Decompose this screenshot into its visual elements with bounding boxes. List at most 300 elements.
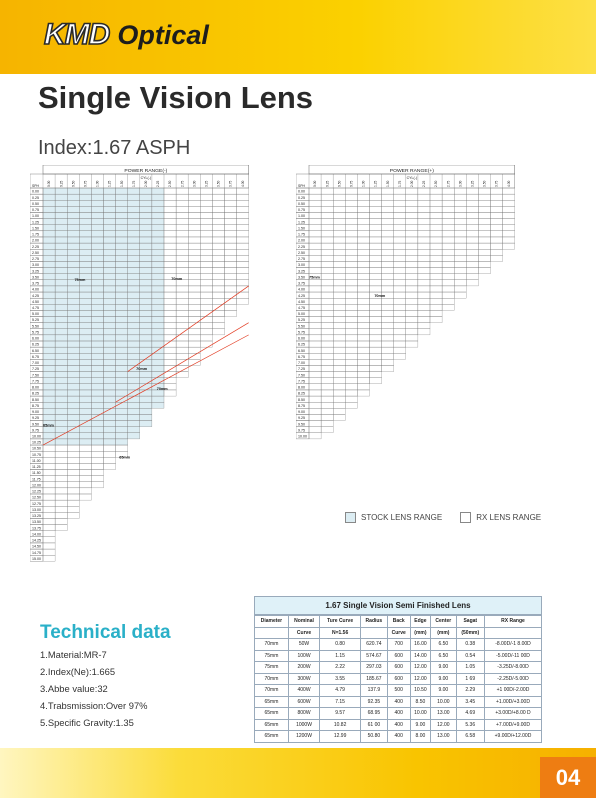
grid-cell bbox=[43, 457, 55, 463]
grid-cell bbox=[176, 341, 188, 347]
grid-cell bbox=[237, 274, 249, 280]
stock-cell bbox=[43, 365, 55, 371]
grid-cell bbox=[321, 384, 333, 390]
grid-cell bbox=[357, 341, 369, 347]
stock-cell bbox=[140, 237, 152, 243]
semi-cell bbox=[255, 627, 289, 639]
stock-cell bbox=[152, 188, 164, 194]
grid-cell bbox=[55, 512, 67, 518]
stock-cell bbox=[91, 365, 103, 371]
grid-cell bbox=[321, 298, 333, 304]
grid-cell bbox=[212, 219, 224, 225]
stock-cell bbox=[91, 372, 103, 378]
grid-cell bbox=[406, 249, 418, 255]
stock-cell bbox=[79, 237, 91, 243]
sph-tick: 2.75 bbox=[297, 257, 305, 262]
stock-cell bbox=[79, 304, 91, 310]
grid-cell bbox=[478, 255, 490, 261]
grid-cell bbox=[345, 304, 357, 310]
grid-cell bbox=[188, 341, 200, 347]
grid-cell bbox=[164, 310, 176, 316]
grid-cell bbox=[382, 310, 394, 316]
grid-cell bbox=[345, 219, 357, 225]
grid-cell bbox=[309, 188, 321, 194]
grid-cell bbox=[454, 249, 466, 255]
grid-cell bbox=[382, 323, 394, 329]
grid-cell bbox=[321, 378, 333, 384]
semi-cell: 12.00 bbox=[431, 719, 456, 731]
semi-cell: 297.03 bbox=[361, 662, 388, 674]
grid-cell bbox=[164, 335, 176, 341]
stock-cell bbox=[103, 347, 115, 353]
sph-tick: 6.25 bbox=[297, 342, 305, 347]
stock-cell bbox=[103, 188, 115, 194]
semi-cell: 16.00 bbox=[410, 639, 430, 651]
grid-cell bbox=[418, 304, 430, 310]
stock-cell bbox=[103, 261, 115, 267]
stock-cell bbox=[116, 231, 128, 237]
grid-cell bbox=[333, 304, 345, 310]
grid-cell bbox=[369, 317, 381, 323]
stock-cell bbox=[67, 255, 79, 261]
cyl-tick: 4.00 bbox=[506, 180, 511, 187]
sph-tick: 1.00 bbox=[31, 214, 39, 219]
cyl-tick: 2.50 bbox=[168, 180, 173, 188]
stock-cell bbox=[43, 225, 55, 231]
grid-cell bbox=[369, 280, 381, 286]
semi-cell: +9.00D/+12.00D bbox=[484, 731, 541, 743]
stock-cell bbox=[116, 188, 128, 194]
stock-cell bbox=[152, 304, 164, 310]
grid-cell bbox=[478, 200, 490, 206]
grid-cell bbox=[406, 274, 418, 280]
semi-cell: 65mm bbox=[255, 719, 289, 731]
grid-cell bbox=[200, 212, 212, 218]
grid-cell bbox=[200, 237, 212, 243]
semi-cell: 14.00 bbox=[410, 650, 430, 662]
brand-logo bbox=[44, 18, 209, 52]
grid-cell bbox=[382, 231, 394, 237]
stock-cell bbox=[116, 421, 128, 427]
grid-cell bbox=[103, 445, 115, 451]
grid-cell bbox=[67, 488, 79, 494]
grid-cell bbox=[321, 243, 333, 249]
stock-cell bbox=[43, 372, 55, 378]
grid-cell bbox=[345, 268, 357, 274]
grid-cell bbox=[188, 261, 200, 267]
grid-cell bbox=[406, 219, 418, 225]
grid-cell bbox=[478, 194, 490, 200]
grid-cell bbox=[200, 255, 212, 261]
grid-cell bbox=[321, 304, 333, 310]
header-bar bbox=[0, 0, 596, 74]
grid-cell bbox=[212, 249, 224, 255]
grid-cell bbox=[309, 402, 321, 408]
grid-cell bbox=[309, 335, 321, 341]
grid-cell bbox=[430, 255, 442, 261]
stock-cell bbox=[67, 237, 79, 243]
stock-cell bbox=[67, 225, 79, 231]
grid-cell bbox=[212, 323, 224, 329]
grid-cell bbox=[188, 329, 200, 335]
grid-cell bbox=[418, 231, 430, 237]
grid-cell bbox=[454, 194, 466, 200]
grid-cell bbox=[394, 286, 406, 292]
stock-cell bbox=[91, 341, 103, 347]
grid-cell bbox=[321, 255, 333, 261]
stock-cell bbox=[152, 268, 164, 274]
grid-cell bbox=[369, 304, 381, 310]
grid-cell bbox=[309, 219, 321, 225]
stock-cell bbox=[55, 292, 67, 298]
stock-cell bbox=[43, 323, 55, 329]
semi-cell: 4.69 bbox=[456, 708, 484, 720]
stock-cell bbox=[103, 237, 115, 243]
stock-cell bbox=[103, 292, 115, 298]
stock-cell bbox=[91, 390, 103, 396]
grid-cell bbox=[382, 359, 394, 365]
stock-cell bbox=[128, 200, 140, 206]
grid-cell bbox=[212, 261, 224, 267]
grid-cell bbox=[382, 268, 394, 274]
grid-cell bbox=[309, 353, 321, 359]
stock-cell bbox=[116, 261, 128, 267]
semi-cell: N=1.56 bbox=[320, 627, 361, 639]
grid-cell bbox=[321, 310, 333, 316]
grid-cell bbox=[309, 225, 321, 231]
grid-cell bbox=[224, 243, 236, 249]
grid-cell bbox=[382, 261, 394, 267]
stock-cell bbox=[43, 378, 55, 384]
stock-cell bbox=[103, 372, 115, 378]
grid-cell bbox=[442, 200, 454, 206]
sph-tick: 3.75 bbox=[31, 281, 39, 286]
grid-cell bbox=[394, 237, 406, 243]
grid-cell bbox=[321, 421, 333, 427]
cyl-tick: 2.50 bbox=[434, 180, 439, 187]
stock-cell bbox=[116, 414, 128, 420]
stock-cell bbox=[128, 249, 140, 255]
stock-cell bbox=[128, 390, 140, 396]
grid-cell bbox=[430, 274, 442, 280]
stock-cell bbox=[79, 359, 91, 365]
grid-cell bbox=[466, 280, 478, 286]
sph-tick: 5.75 bbox=[31, 330, 39, 335]
stock-cell bbox=[91, 433, 103, 439]
semi-cell: 1.05 bbox=[456, 662, 484, 674]
grid-cell bbox=[188, 359, 200, 365]
grid-cell bbox=[430, 280, 442, 286]
grid-cell bbox=[321, 427, 333, 433]
grid-cell bbox=[345, 274, 357, 280]
diameter-label: 70mm bbox=[171, 276, 183, 281]
stock-cell bbox=[116, 249, 128, 255]
sph-tick: 0.50 bbox=[297, 201, 305, 206]
stock-cell bbox=[128, 292, 140, 298]
grid-cell bbox=[430, 298, 442, 304]
stock-cell bbox=[55, 237, 67, 243]
stock-cell bbox=[116, 225, 128, 231]
semi-cell: 137.9 bbox=[361, 685, 388, 697]
tech-item: 2.Index(Ne):1.665 bbox=[40, 666, 116, 677]
stock-cell bbox=[116, 353, 128, 359]
sph-tick: 4.25 bbox=[297, 293, 305, 298]
stock-cell bbox=[55, 402, 67, 408]
stock-cell bbox=[79, 439, 91, 445]
sph-tick: 0.00 bbox=[31, 189, 39, 194]
sph-tick: 2.00 bbox=[297, 238, 305, 243]
stock-cell bbox=[55, 396, 67, 402]
grid-cell bbox=[55, 494, 67, 500]
stock-cell bbox=[79, 231, 91, 237]
semi-cell: 70mm bbox=[255, 685, 289, 697]
stock-cell bbox=[43, 402, 55, 408]
stock-cell bbox=[128, 310, 140, 316]
cyl-tick: 0.75 bbox=[83, 180, 88, 188]
stock-cell bbox=[43, 390, 55, 396]
diameter-label: 65mm bbox=[42, 423, 54, 428]
stock-cell bbox=[55, 365, 67, 371]
semi-cell: 6.50 bbox=[431, 639, 456, 651]
stock-cell bbox=[91, 359, 103, 365]
grid-cell bbox=[103, 463, 115, 469]
grid-cell bbox=[442, 286, 454, 292]
grid-cell bbox=[43, 463, 55, 469]
grid-cell bbox=[79, 457, 91, 463]
grid-cell bbox=[224, 292, 236, 298]
semi-cell: 400W bbox=[288, 685, 319, 697]
stock-cell bbox=[67, 378, 79, 384]
grid-cell bbox=[406, 317, 418, 323]
stock-cell bbox=[116, 310, 128, 316]
stock-cell bbox=[43, 206, 55, 212]
stock-cell bbox=[140, 390, 152, 396]
grid-cell bbox=[309, 286, 321, 292]
stock-cell bbox=[79, 390, 91, 396]
grid-cell bbox=[369, 255, 381, 261]
grid-cell bbox=[394, 335, 406, 341]
grid-cell bbox=[454, 231, 466, 237]
grid-cell bbox=[55, 482, 67, 488]
grid-cell bbox=[394, 200, 406, 206]
grid-cell bbox=[321, 414, 333, 420]
semi-cell: Sagat bbox=[456, 616, 484, 628]
semi-cell: 70mm bbox=[255, 639, 289, 651]
grid-cell bbox=[478, 231, 490, 237]
semi-cell: 7.15 bbox=[320, 696, 361, 708]
sph-tick: 1.00 bbox=[297, 214, 305, 219]
stock-cell bbox=[152, 249, 164, 255]
grid-cell bbox=[345, 206, 357, 212]
stock-cell bbox=[152, 329, 164, 335]
grid-cell bbox=[418, 310, 430, 316]
grid-cell bbox=[188, 335, 200, 341]
cyl-tick: 0.25 bbox=[59, 180, 64, 188]
grid-cell bbox=[164, 378, 176, 384]
grid-cell bbox=[237, 231, 249, 237]
grid-cell bbox=[382, 249, 394, 255]
stock-cell bbox=[55, 427, 67, 433]
grid-cell bbox=[309, 427, 321, 433]
grid-cell bbox=[176, 310, 188, 316]
grid-cell bbox=[67, 506, 79, 512]
grid-cell bbox=[490, 212, 502, 218]
stock-cell bbox=[152, 335, 164, 341]
grid-cell bbox=[442, 268, 454, 274]
grid-cell bbox=[309, 268, 321, 274]
stock-cell bbox=[55, 219, 67, 225]
grid-cell bbox=[309, 298, 321, 304]
grid-cell bbox=[176, 286, 188, 292]
grid-cell bbox=[188, 200, 200, 206]
stock-cell bbox=[140, 335, 152, 341]
stock-cell bbox=[152, 231, 164, 237]
sph-tick: 12.75 bbox=[31, 501, 41, 506]
grid-cell bbox=[176, 255, 188, 261]
grid-cell bbox=[430, 225, 442, 231]
grid-cell bbox=[91, 451, 103, 457]
stock-cell bbox=[103, 421, 115, 427]
sph-tick: 6.75 bbox=[297, 354, 305, 359]
stock-cell bbox=[79, 335, 91, 341]
grid-cell bbox=[345, 335, 357, 341]
semi-cell: 2.29 bbox=[456, 685, 484, 697]
stock-cell bbox=[128, 408, 140, 414]
stock-cell bbox=[91, 304, 103, 310]
grid-cell bbox=[333, 414, 345, 420]
stock-cell bbox=[55, 310, 67, 316]
grid-cell bbox=[490, 237, 502, 243]
semi-cell: +7.00D/+9.00D bbox=[484, 719, 541, 731]
grid-cell bbox=[369, 261, 381, 267]
sph-tick: 3.00 bbox=[31, 263, 39, 268]
stock-cell bbox=[67, 372, 79, 378]
sph-tick: 13.25 bbox=[31, 514, 41, 519]
grid-cell bbox=[103, 457, 115, 463]
grid-cell bbox=[466, 237, 478, 243]
grid-cell bbox=[466, 206, 478, 212]
stock-cell bbox=[67, 194, 79, 200]
grid-cell bbox=[357, 390, 369, 396]
stock-cell bbox=[79, 310, 91, 316]
grid-cell bbox=[176, 292, 188, 298]
grid-cell bbox=[406, 194, 418, 200]
grid-cell bbox=[394, 255, 406, 261]
grid-cell bbox=[442, 231, 454, 237]
stock-cell bbox=[91, 335, 103, 341]
stock-cell bbox=[140, 292, 152, 298]
grid-cell bbox=[503, 212, 515, 218]
stock-cell bbox=[55, 341, 67, 347]
cyl-tick: 0.00 bbox=[47, 180, 52, 188]
stock-cell bbox=[152, 206, 164, 212]
sph-tick: 7.00 bbox=[31, 361, 39, 366]
grid-cell bbox=[357, 249, 369, 255]
grid-cell bbox=[369, 249, 381, 255]
stock-cell bbox=[91, 323, 103, 329]
grid-cell bbox=[357, 298, 369, 304]
sph-tick: 0.75 bbox=[31, 208, 39, 213]
grid-cell bbox=[442, 304, 454, 310]
stock-cell bbox=[67, 365, 79, 371]
stock-cell bbox=[91, 206, 103, 212]
stock-cell bbox=[43, 359, 55, 365]
grid-cell bbox=[442, 237, 454, 243]
grid-cell bbox=[321, 225, 333, 231]
semi-cell: 400 bbox=[387, 731, 410, 743]
semi-cell: Ture Curve bbox=[320, 616, 361, 628]
stock-cell bbox=[140, 268, 152, 274]
semi-cell: (mm) bbox=[431, 627, 456, 639]
stock-cell bbox=[152, 353, 164, 359]
semi-cell: -5.00D/-11 00D bbox=[484, 650, 541, 662]
stock-cell bbox=[79, 378, 91, 384]
grid-cell bbox=[212, 298, 224, 304]
stock-cell bbox=[79, 402, 91, 408]
grid-cell bbox=[406, 255, 418, 261]
grid-cell bbox=[164, 292, 176, 298]
cyl-tick: 1.75 bbox=[397, 180, 402, 187]
stock-cell bbox=[43, 317, 55, 323]
stock-cell bbox=[43, 188, 55, 194]
stock-cell bbox=[43, 310, 55, 316]
grid-cell bbox=[490, 188, 502, 194]
semi-cell: 70mm bbox=[255, 673, 289, 685]
sph-tick: 1.75 bbox=[297, 232, 305, 237]
sph-tick: 2.00 bbox=[31, 238, 39, 243]
grid-cell bbox=[333, 249, 345, 255]
cyl-tick: 1.00 bbox=[95, 180, 100, 188]
stock-cell bbox=[91, 231, 103, 237]
semi-cell: 4.79 bbox=[320, 685, 361, 697]
grid-cell bbox=[394, 243, 406, 249]
semi-cell: 10.50 bbox=[410, 685, 430, 697]
semi-data-row bbox=[255, 731, 542, 743]
semi-cell: Diameter bbox=[255, 616, 289, 628]
grid-cell bbox=[176, 323, 188, 329]
grid-cell bbox=[394, 323, 406, 329]
sph-tick: 7.50 bbox=[31, 373, 39, 378]
stock-cell bbox=[79, 396, 91, 402]
grid-cell bbox=[345, 329, 357, 335]
stock-cell bbox=[55, 225, 67, 231]
stock-cell bbox=[103, 317, 115, 323]
stock-cell bbox=[152, 317, 164, 323]
grid-cell bbox=[430, 268, 442, 274]
sph-tick: 14.75 bbox=[31, 550, 41, 555]
semi-data-row bbox=[255, 708, 542, 720]
semi-data-row bbox=[255, 719, 542, 731]
sph-tick: 0.25 bbox=[297, 195, 305, 200]
grid-cell bbox=[382, 225, 394, 231]
stock-cell bbox=[116, 237, 128, 243]
grid-cell bbox=[345, 255, 357, 261]
grid-cell bbox=[237, 249, 249, 255]
grid-cell bbox=[357, 200, 369, 206]
grid-cell bbox=[490, 194, 502, 200]
grid-cell bbox=[188, 286, 200, 292]
cyl-header: CYL(-) bbox=[406, 175, 418, 180]
grid-cell bbox=[200, 206, 212, 212]
grid-cell bbox=[321, 286, 333, 292]
semi-cell: 400 bbox=[387, 708, 410, 720]
grid-cell bbox=[394, 212, 406, 218]
grid-cell bbox=[188, 353, 200, 359]
stock-cell bbox=[91, 317, 103, 323]
cyl-tick: 2.25 bbox=[156, 180, 161, 188]
stock-cell bbox=[67, 268, 79, 274]
grid-cell bbox=[212, 310, 224, 316]
